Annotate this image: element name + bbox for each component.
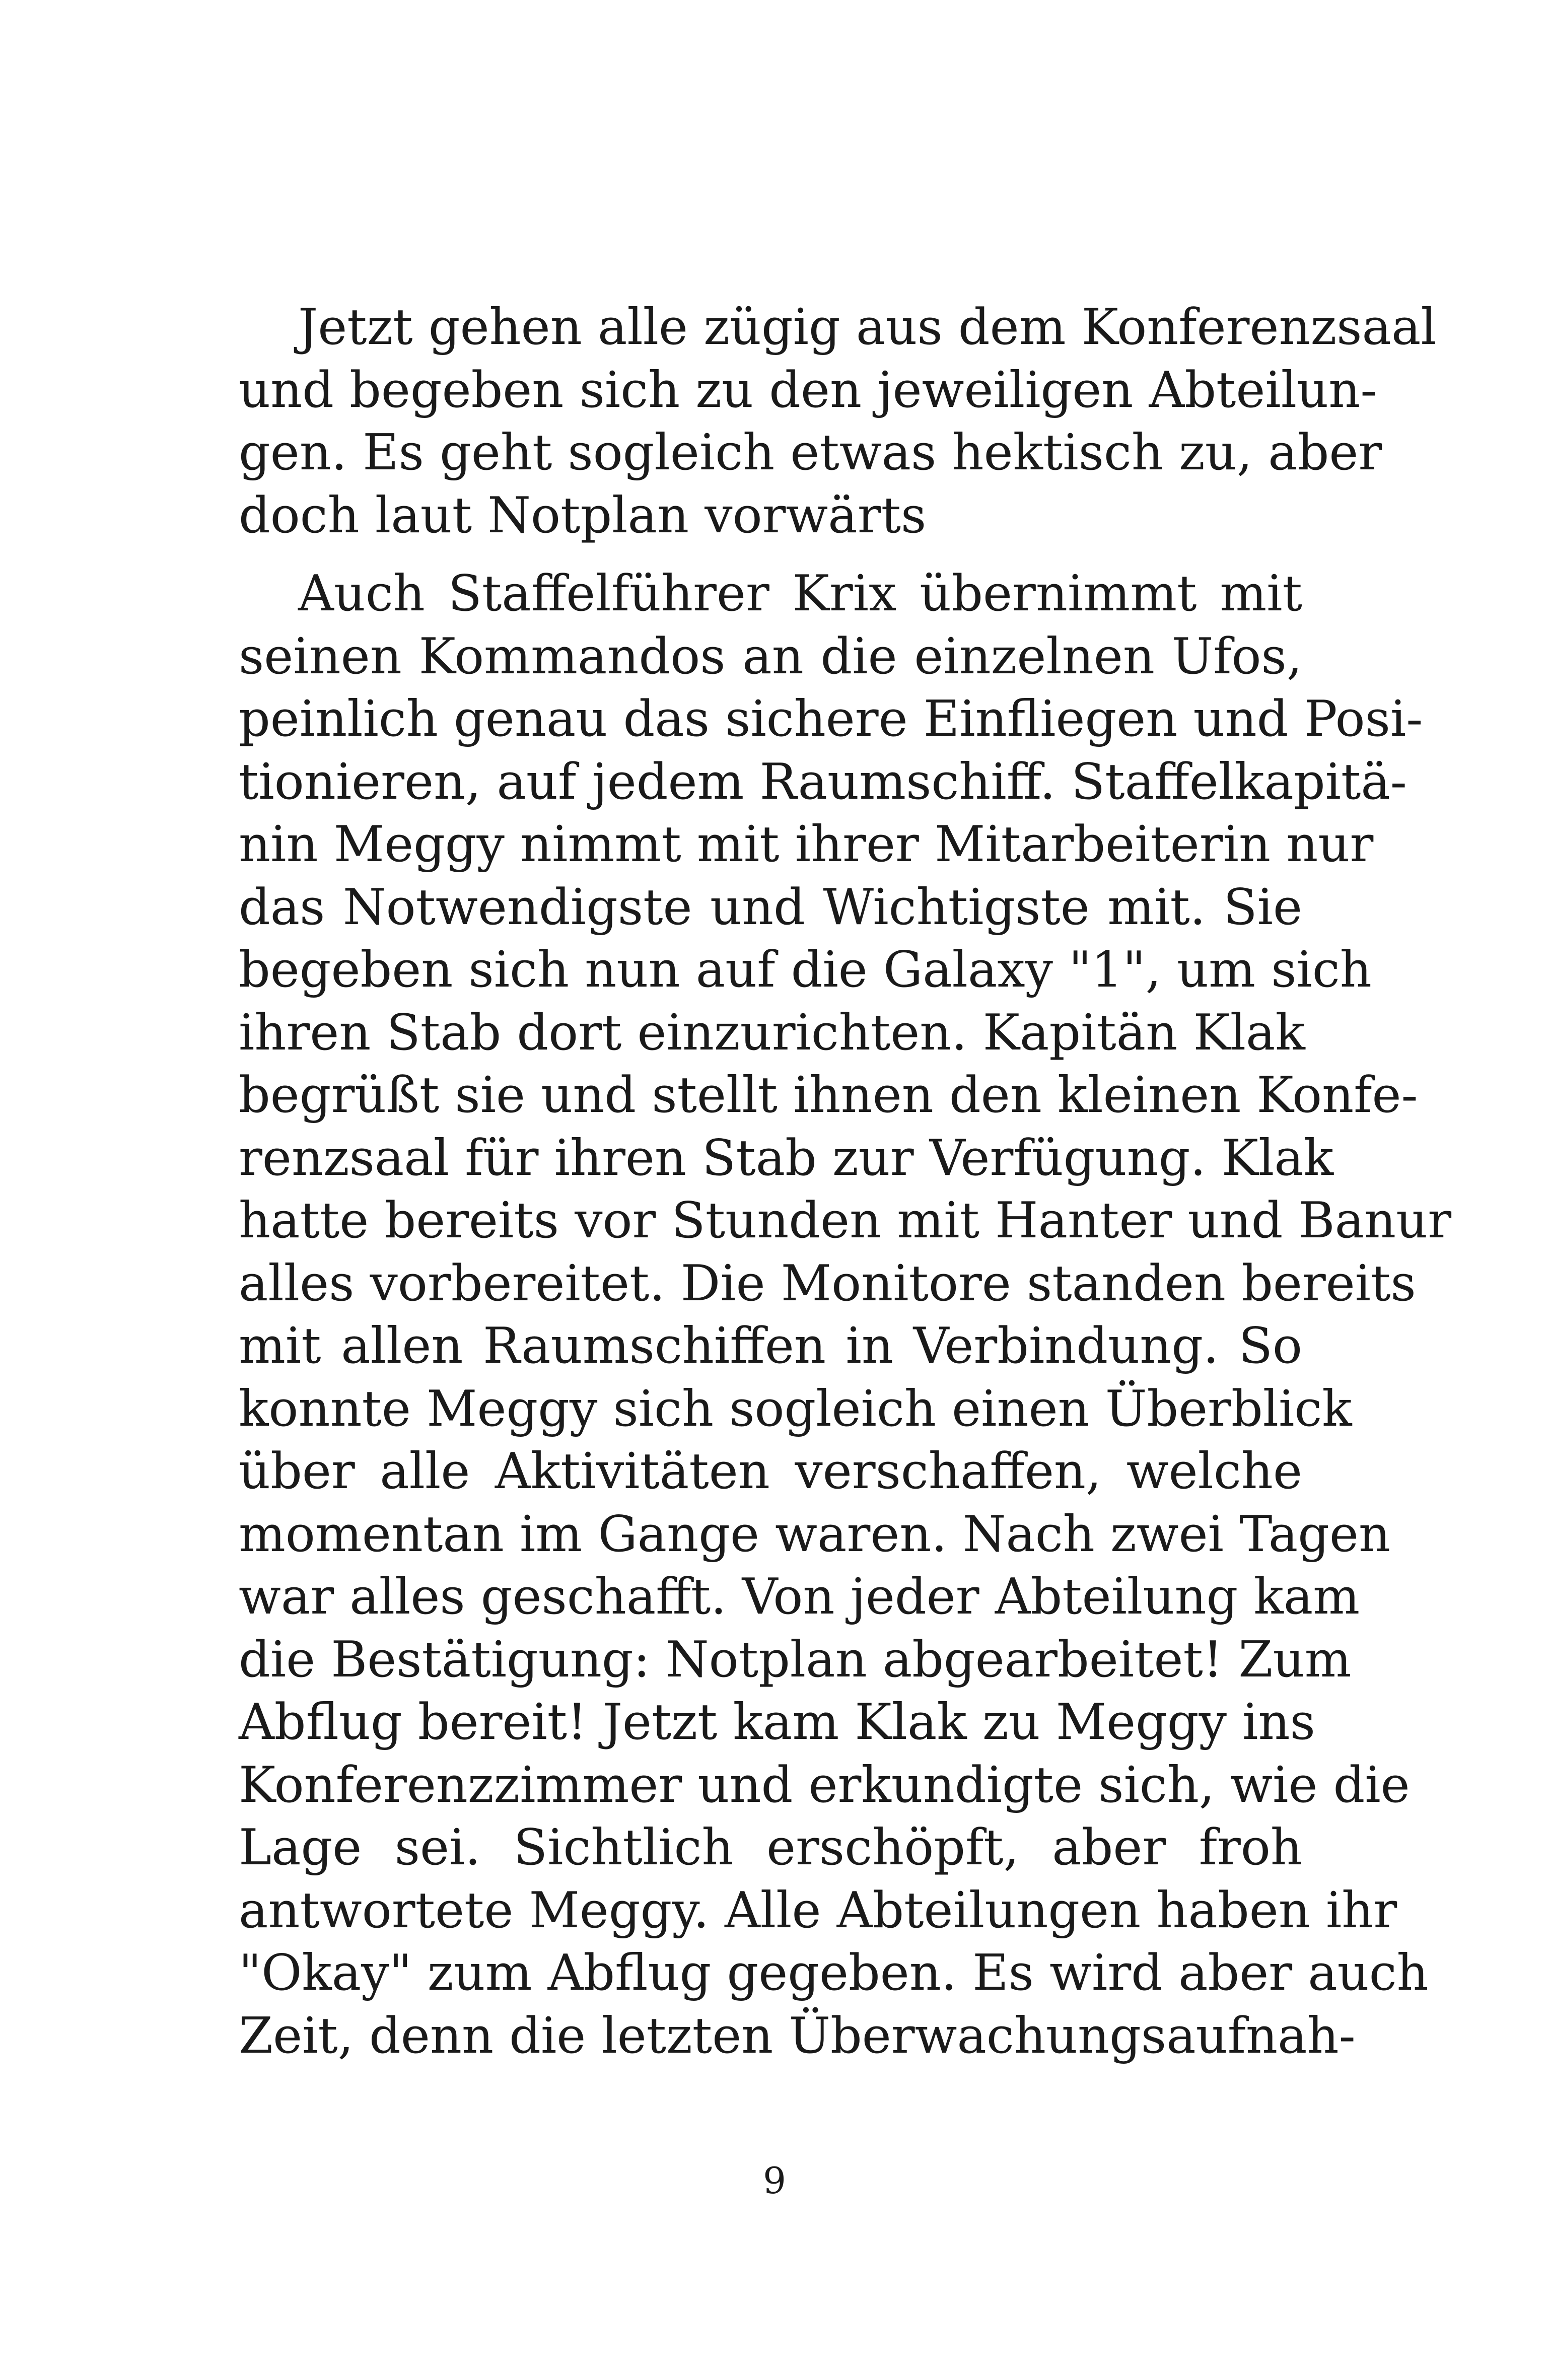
paragraph-gap [239,547,1302,563]
text-line: "Okay" zum Abflug gegeben. Es wird aber auch [239,1944,1429,2002]
text-line: das Notwendigste und Wichtigste mit. Sie [239,878,1302,936]
text-line: antwortete Meggy. Alle Abteilungen haben ihr [239,1881,1397,1939]
page-number: 9 [763,2159,786,2202]
text-line: konnte Meggy sich sogleich einen Überblick [239,1380,1352,1438]
text-line: alles vorbereitet. Die Monitore standen bereits [239,1254,1416,1312]
text-line: war alles geschafft. Von jeder Abteilung kam [239,1568,1360,1626]
text-line: begeben sich nun auf die Galaxy "1", um sich [239,941,1372,999]
text-line: seinen Kommandos an die einzelnen Ufos, [239,627,1302,685]
text-line: tionieren, auf jedem Raumschiff. Staffelkapitä- [239,753,1407,811]
body-text [239,296,1452,2067]
text-line: Jetzt gehen alle zügig aus dem Konferenzsaal [298,299,1437,356]
text-line: begrüßt sie und stellt ihnen den kleinen Konfe- [239,1067,1418,1124]
text-line: mit allen Raumschiffen in Verbindung. So [239,1317,1302,1375]
text-line: gen. Es geht sogleich etwas hektisch zu, aber [239,424,1382,481]
text-line: momentan im Gange waren. Nach zwei Tagen [239,1505,1391,1563]
text-line: peinlich genau das sichere Einfliegen und Posi- [239,690,1423,748]
text-line: Zeit, denn die letzten Überwachungsaufnah- [239,2007,1356,2065]
text-line: hatte bereits vor Stunden mit Hanter und Banur [239,1192,1452,1249]
text-line: doch laut Notplan vorwärts [239,486,927,544]
text-line: ihren Stab dort einzurichten. Kapitän Klak [239,1004,1305,1062]
text-line: Abflug bereit! Jetzt kam Klak zu Meggy ins [239,1694,1315,1751]
text-line: über alle Aktivitäten verschaffen, welche [239,1443,1302,1500]
text-line: Auch Staffelführer Krix übernimmt mit [298,565,1302,622]
text-line: Konferenzzimmer und erkundigte sich, wie die [239,1756,1410,1814]
text-line: und begeben sich zu den jeweiligen Abteilun- [239,361,1377,419]
text-line: nin Meggy nimmt mit ihrer Mitarbeiterin nur [239,816,1374,873]
text-line: renzsaal für ihren Stab zur Verfügung. Klak [239,1129,1334,1187]
text-line: die Bestätigung: Notplan abgearbeitet! Zum [239,1631,1352,1689]
text-line: Lage sei. Sichtlich erschöpft, aber froh [239,1819,1302,1876]
